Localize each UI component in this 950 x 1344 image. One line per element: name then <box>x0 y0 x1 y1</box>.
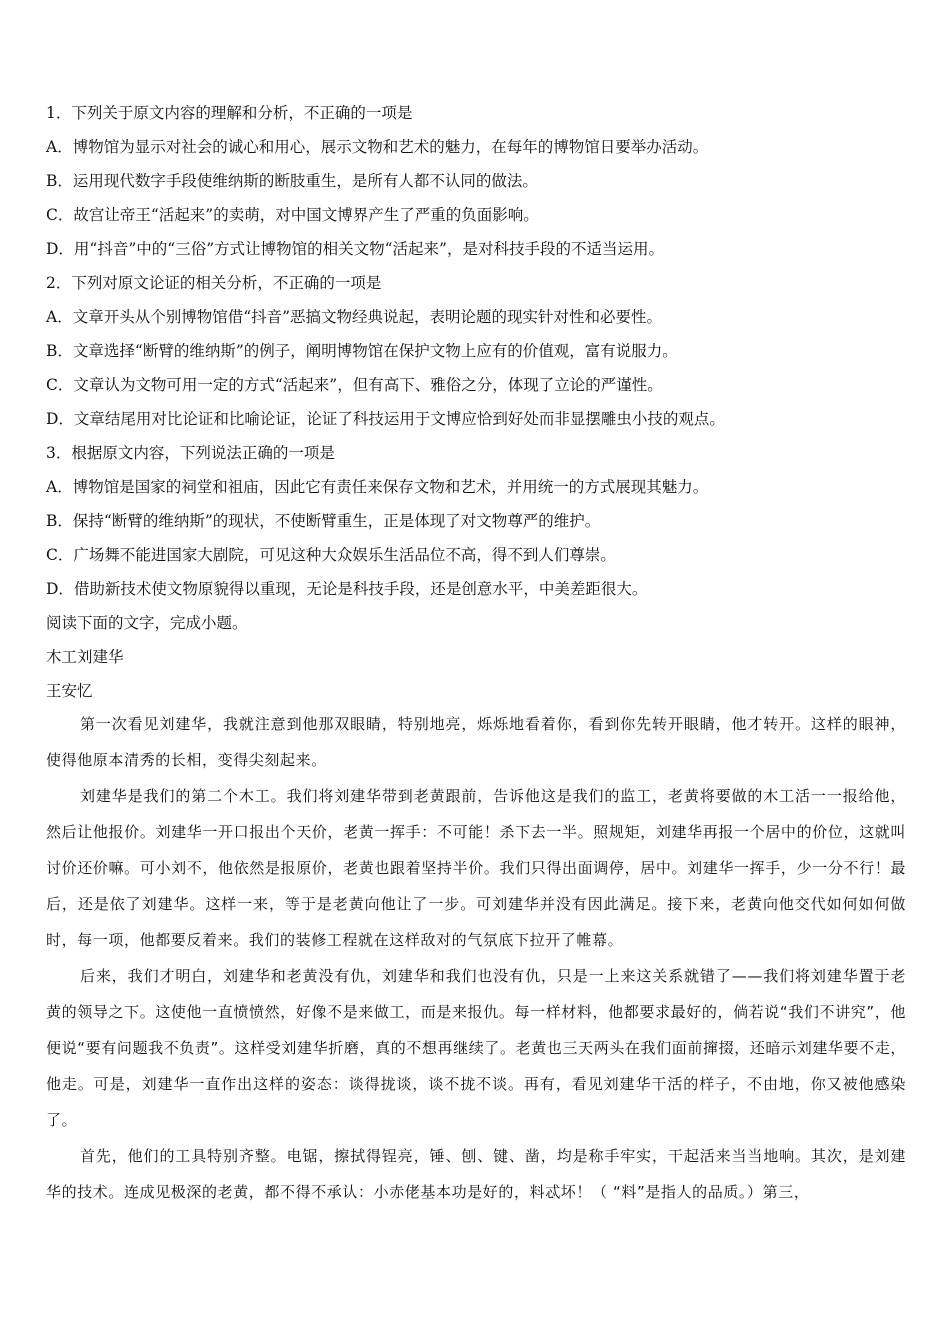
question-2-stem: 2．下列对原文论证的相关分析，不正确的一项是 <box>46 274 382 292</box>
article-paragraph-3: 后来，我们才明白，刘建华和老黄没有仇，刘建华和我们也没有仇，只是一上来这关系就错了——我们将刘建华置于老黄的领导之下。这使他一直愤愤然，好像不是来做工，而是来报仇。每一样材料，他都要求最好的，倘若说“我们不讲究”，他便说“要有问题我不负责”。这样受刘建华折磨，真的不想再继续了。老黄也三天两头在我们面前撺掇，还暗示刘建华要不走，他走。可是，刘建华一直作出这样的姿态：谈得拢谈，谈不拢不谈。再有，看见刘建华干活的样子，不由地，你又被他感染了。 <box>46 967 906 1129</box>
question-2-option-c: C．文章认为文物可用一定的方式“活起来”，但有高下、雅俗之分，体现了立论的严谨性。 <box>46 376 663 394</box>
article-author: 王安忆 <box>46 682 93 700</box>
article-title: 木工刘建华 <box>46 648 124 666</box>
question-2-option-d: D．文章结尾用对比论证和比喻论证，论证了科技运用于文博应恰到好处而非显摆雕虫小技的观点。 <box>46 410 725 428</box>
article-paragraph-2: 刘建华是我们的第二个木工。我们将刘建华带到老黄跟前，告诉他这是我们的监工，老黄将要做的木工活一一报给他，然后让他报价。刘建华一开口报出个天价，老黄一挥手：不可能！杀下去一半。照规矩，刘建华再报一个居中的价位，这就叫讨价还价嘛。可小刘不，他依然是报原价，老黄也跟着坚持半价。我们只得出面调停，居中。刘建华一挥手，少一分不行！最后，还是依了刘建华。这样一来，等于是老黄向他让了一步。可刘建华并没有因此满足。接下来，老黄向他交代如何如何做时，每一项，他都要反着来。我们的装修工程就在这样敌对的气氛底下拉开了帷幕。 <box>46 787 906 949</box>
question-1-stem: 1．下列关于原文内容的理解和分析，不正确的一项是 <box>46 104 413 122</box>
question-1-option-b: B．运用现代数字手段使维纳斯的断肢重生，是所有人都不认同的做法。 <box>46 172 538 190</box>
question-1-option-a: A．博物馆为显示对社会的诚心和用心，展示文物和艺术的魅力，在每年的博物馆日要举办活动。 <box>46 138 709 156</box>
reading-instruction: 阅读下面的文字，完成小题。 <box>46 614 248 632</box>
question-1-option-c: C．故宫让帝王“活起来”的卖萌，对中国文博界产生了严重的负面影响。 <box>46 206 539 224</box>
article-paragraph-4: 首先，他们的工具特别齐整。电锯，擦拭得锃亮，锤、刨、键、凿，均是称手牢实，干起活来当当地响。其次，是刘建华的技术。连成见极深的老黄，都不得不承认：小赤佬基本功是好的，料忒坏！（ “料”是指人的品质。）第三， <box>46 1147 906 1201</box>
question-3-option-d: D．借助新技术使文物原貌得以重现，无论是科技手段，还是创意水平，中美差距很大。 <box>46 580 648 598</box>
question-2-option-a: A．文章开头从个别博物馆借“抖音”恶搞文物经典说起，表明论题的现实针对性和必要性。 <box>46 308 663 326</box>
question-2-option-b: B．文章选择“断臂的维纳斯”的例子，阐明博物馆在保护文物上应有的价值观，富有说服力。 <box>46 342 678 360</box>
article-paragraph-1: 第一次看见刘建华，我就注意到他那双眼睛，特别地亮，烁烁地看着你，看到你先转开眼睛，他才转开。这样的眼神，使得他原本清秀的长相，变得尖刻起来。 <box>46 715 906 769</box>
question-3-option-b: B．保持“断臂的维纳斯”的现状，不使断臂重生，正是体现了对文物尊严的维护。 <box>46 512 601 530</box>
question-3-stem: 3．根据原文内容，下列说法正确的一项是 <box>46 444 335 462</box>
question-3-option-c: C．广场舞不能进国家大剧院，可见这种大众娱乐生活品位不高，得不到人们尊崇。 <box>46 546 616 564</box>
question-1-option-d: D．用“抖音”中的“三俗”方式让博物馆的相关文物“活起来”，是对科技手段的不适当运用。 <box>46 240 664 258</box>
question-3-option-a: A．博物馆是国家的祠堂和祖庙，因此它有责任来保存文物和艺术，并用统一的方式展现其魅力。 <box>46 478 709 496</box>
